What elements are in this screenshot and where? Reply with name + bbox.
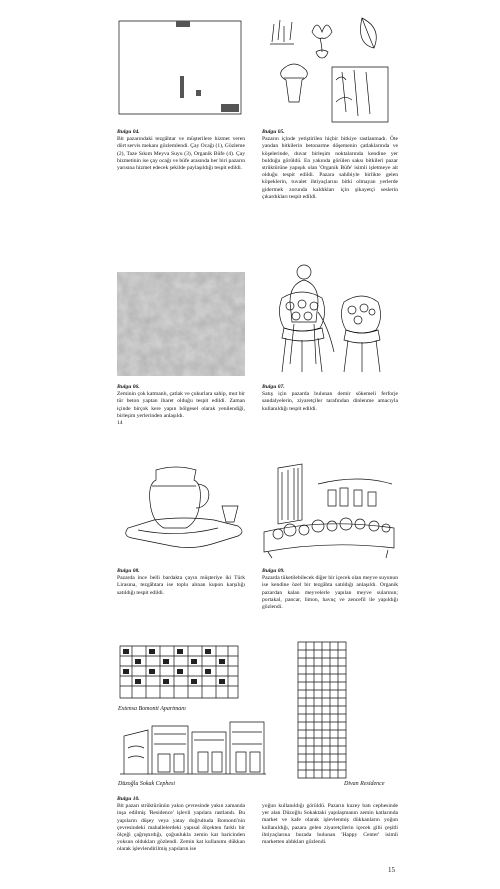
caption-body-right: yoğun kullanıldığı görüldü. Pazarın kuzey batı cephesinde yer alan Düzoğlu Sokaktaki yapılaşmanın zemin katlarında market ve kafe olarak işlevlenmiş dükkanların yoğun kullanıldığı, pazara gelen ziyaretçilerin içecek gibi çeşitli ihtiyaçlarına burada bulunan 'Happy Center' isimli marketten aldıkları gözlendi. [262,803,398,846]
caption-body: Pazarda tüketilebilecek diğer bir içecek olan meyve suyunun ise kendine özel bir tezgâhta satıldığı anlaşıldı. Organik pazardan kalan meyvelerle yapılan meyve sularının; portakal, pancar, limon, havuç ve zencefil ile yapıldığı gözlendi. [262,575,398,611]
plan-marker-2 [180,76,184,98]
caption-body: Bit pazarındaki tezgâhtar ve müşterilere hizmet veren dört servis mekanı gözlemlendi. Çay Ocağı (1), Gözleme (2), Taze Sıkım Meyva Suyu (3), Organik Büfe (4). Çay hizmetinin ise çay ocağı ve büfe arasında her biri pazarın yarısına hizmet edecek şekilde paylaşıldığı tespit edildi. [117,136,245,172]
caption-title: Bulgu 09. [262,568,285,574]
plan-marker-3 [196,90,201,96]
caption-bulgu-04 [117,129,245,172]
plan-marker-1 [176,21,190,27]
caption-title: Bulgu 07. [262,384,285,390]
caption-body: Pazarın içinde yetiştirilen hiçbir bitkiye rastlanmadı. Öte yandan bitkilerin betonarme döşemenin çatlaklarında ve köşelerinde, duvar birleşim noktalarında kendine yer bulduğu görüldü. En yakında görülen saksı bitkileri pazar strüktürüne yapışık olan 'Organik Büfe' isimli işletmeye ait olduğu tespit edildi. Pazara sahibiyle birlikte gelen köpeklerin, tuvalet ihtiyaçlarını bitki olmayan yerlerde gidermek zorunda kaldıkları için şikayetçi seslerin çıkardıkları tespit edildi. [262,136,398,200]
caption-title: Bulgu 05. [262,129,285,135]
caption-body: Zeminin çok katmanlı, çatlak ve çukurlara sahip, mut bir tür beton yaptan ibaret olduğu tespit edildi. Zaman içinde birçok kere yapın bölgesel olarak yenilendiği, birleşim yerlerinden anlaşıldı. [117,391,245,419]
caption-bulgu-08 [117,568,245,597]
inline-page-number: 14 [117,420,123,427]
caption-bulgu-10-continued [262,803,398,846]
caption-title: Bulgu 06. [117,384,140,390]
caption-bulgu-10 [117,796,245,854]
caption-bulgu-09 [262,568,398,611]
juice-stand-sketch-drawing [258,460,398,560]
floor-plan-drawing [118,20,243,116]
caption-body-left: Bit pazarı strüktürünün yakın çevresinde yakın zamanda inşa edilmiş 'Residence' işlevli yapılara rastlandı. Bu yapıların düşey veya yatay doğrultuda Bomonti'nin çevresindeki mahallelerdeki yapısal ölçekten farklı bir ölçeği çağrıştırdığı, çoğunlukla zemin kat haricinden yoksun oldukları gözlendi. Zemin kat kullanımı dükkan olarak işlevlendirilmiş yapıların ise [117,803,245,853]
caption-bulgu-06 [117,384,245,427]
label-extensa: Extensa Bomonti Apartmanı [118,706,186,712]
label-divan: Divan Residence [344,781,385,787]
page-number: 15 [388,866,395,874]
plan-marker-4 [221,104,239,112]
concrete-texture-image [117,272,245,376]
apartment-facade-drawing [118,640,240,700]
caption-title: Bulgu 04. [117,129,140,135]
tea-glass-sketch-drawing [118,456,248,556]
caption-bulgu-07 [262,384,398,413]
street-facade-drawing [118,718,268,776]
plant-sketches-drawing [262,12,392,127]
residence-tower-drawing [296,640,348,780]
caption-title: Bulgu 08. [117,568,140,574]
label-duzoglu: Düzoğlu Sokak Cephesi [118,781,175,787]
caption-title: Bulgu 10. [117,796,140,802]
chairs-sketch-drawing [268,262,388,380]
caption-bulgu-05 [262,129,398,201]
caption-body: Pazarda ince belli bardakta çayın müşteriye iki Türk Lirasına, tezgâhtara ise toplu alınan kupon karşılığı satıldığı tespit edildi. [117,575,245,596]
caption-body: Satış için pazarda bulunan demir sökemeli ferforje sandalyelerin, ziyaretçiler tarafından dinlenme amacıyla kullanıldığı tespit edildi. [262,391,398,412]
